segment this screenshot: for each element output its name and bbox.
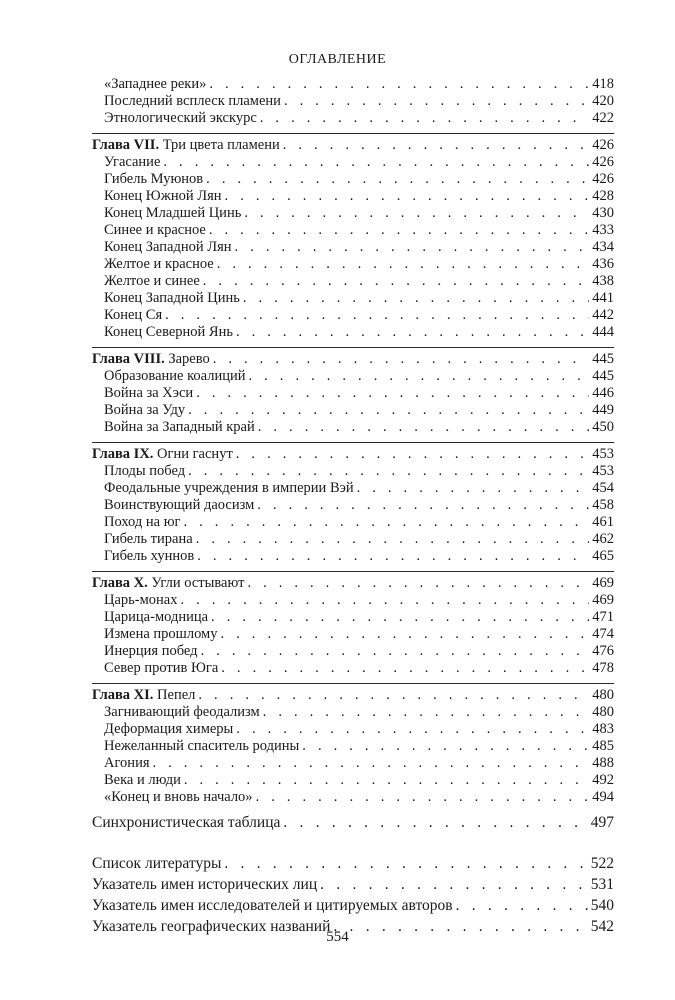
chapter-name: Угли остывают [151, 575, 245, 591]
toc-entry[interactable] [92, 739, 614, 756]
entry-title: Конец Западной Лян [104, 239, 232, 255]
chapter-name: Огни гаснут [157, 446, 233, 462]
section-divider [92, 683, 614, 684]
toc-entry[interactable] [92, 644, 614, 661]
entry-page: 438 [592, 273, 614, 289]
leader-dots [247, 576, 589, 591]
entry-title: Желтое и красное [104, 256, 214, 272]
entry-title: Агония [104, 755, 150, 771]
entry-title: Инерция побед [104, 643, 198, 659]
entry-title: Гибель хуннов [104, 548, 195, 564]
toc-entry[interactable] [92, 240, 614, 257]
toc-entry[interactable] [92, 532, 614, 549]
entry-page: 450 [592, 419, 614, 435]
chapter-label: Глава IX. [92, 446, 154, 462]
entry-page: 436 [592, 256, 614, 272]
toc-entry[interactable] [92, 94, 614, 111]
leader-dots [213, 352, 589, 367]
entry-title: Указатель имен исследователей и цитируемых авторов [92, 897, 453, 914]
running-header: ОГЛАВЛЕНИЕ [288, 52, 387, 67]
leader-dots [236, 447, 589, 462]
entry-page: 462 [592, 531, 614, 547]
leader-dots [184, 773, 589, 788]
leader-dots [320, 877, 588, 893]
leader-dots [456, 898, 588, 914]
entry-title: Загнивающий феодализм [104, 704, 260, 720]
entry-title: Война за Западный край [104, 419, 255, 435]
chapter-heading[interactable] [92, 576, 614, 593]
entry-title: Царица-модница [104, 609, 209, 625]
entry-title: «Западнее реки» [104, 76, 207, 92]
chapter-name: Пепел [157, 687, 196, 703]
entry-title: Война за Уду [104, 402, 186, 418]
leader-dots [283, 138, 589, 153]
entry-page: 476 [592, 643, 614, 659]
chapter-label: Глава X. [92, 575, 148, 591]
chapter-page: 426 [592, 137, 614, 153]
leader-dots [209, 77, 589, 92]
entry-title: Конец Западной Цинь [104, 290, 240, 306]
chapter-heading[interactable] [92, 447, 614, 464]
leader-dots [206, 172, 589, 187]
entry-page: 428 [592, 188, 614, 204]
toc-entry[interactable] [92, 610, 614, 627]
leader-dots [283, 815, 587, 831]
leader-dots [197, 549, 589, 564]
entry-page: 446 [592, 385, 614, 401]
leader-dots [263, 705, 589, 720]
leader-dots [196, 386, 589, 401]
leader-dots [284, 94, 589, 109]
chapter-label: Глава VIII. [92, 351, 165, 367]
entry-page: 445 [592, 368, 614, 384]
toc-entry[interactable] [92, 206, 614, 223]
leader-dots [224, 856, 587, 872]
leader-dots [196, 532, 589, 547]
entry-page: 492 [592, 772, 614, 788]
entry-title: Угасание [104, 154, 161, 170]
toc-entry[interactable] [92, 420, 614, 437]
chapter-label: Глава VII. [92, 137, 160, 153]
toc-entry[interactable] [92, 172, 614, 189]
leader-dots [236, 325, 589, 340]
toc-entry-synchronistic-table[interactable] [92, 815, 614, 836]
entry-title: Нежеланный спаситель родины [104, 738, 300, 754]
leader-dots [357, 481, 589, 496]
section-divider [92, 347, 614, 348]
toc-entry-index-researchers[interactable] [92, 898, 614, 919]
entry-page: 458 [592, 497, 614, 513]
entry-title: Измена прошлому [104, 626, 218, 642]
toc-entry[interactable] [92, 369, 614, 386]
leader-dots [165, 308, 589, 323]
chapter-page: 480 [592, 687, 614, 703]
chapter-name: Зарево [168, 351, 210, 367]
entry-title: Конец Младшей Цинь [104, 205, 242, 221]
toc-entry[interactable] [92, 722, 614, 739]
entry-page: 449 [592, 402, 614, 418]
leader-dots [236, 722, 589, 737]
entry-title: Воинствующий даосизм [104, 497, 255, 513]
leader-dots [257, 498, 589, 513]
entry-title: Этнологический экскурс [104, 110, 257, 126]
chapter-page: 469 [592, 575, 614, 591]
entry-title: Гибель тирана [104, 531, 193, 547]
table-of-contents [92, 77, 614, 940]
leader-dots [258, 420, 589, 435]
toc-entry[interactable] [92, 291, 614, 308]
entry-page: 426 [592, 154, 614, 170]
entry-title: Последний всплеск пламени [104, 93, 281, 109]
section-divider [92, 133, 614, 134]
entry-page: 420 [592, 93, 614, 109]
leader-dots [244, 206, 589, 221]
leader-dots [201, 644, 589, 659]
entry-title: Поход на юг [104, 514, 181, 530]
entry-title: Список литературы [92, 855, 222, 872]
toc-entry[interactable] [92, 756, 614, 773]
entry-page: 497 [590, 814, 614, 831]
entry-page: 444 [592, 324, 614, 340]
leader-dots [184, 515, 590, 530]
leader-dots [249, 369, 590, 384]
entry-page: 485 [592, 738, 614, 754]
entry-title: Царь-монах [104, 592, 178, 608]
toc-entry[interactable] [92, 661, 614, 678]
toc-entry[interactable] [92, 773, 614, 790]
chapter-heading[interactable] [92, 352, 614, 369]
entry-page: 469 [592, 592, 614, 608]
entry-title: Указатель географических названий [92, 918, 331, 935]
entry-title: Конец Южной Лян [104, 188, 222, 204]
leader-dots [243, 291, 589, 306]
leader-dots [260, 111, 589, 126]
entry-page: 442 [592, 307, 614, 323]
entry-page: 453 [592, 463, 614, 479]
toc-entry[interactable] [92, 481, 614, 498]
entry-title: Север против Юга [104, 660, 219, 676]
entry-title: Плоды побед [104, 463, 186, 479]
toc-entry[interactable] [92, 189, 614, 206]
chapter-page: 453 [592, 446, 614, 462]
entry-page: 426 [592, 171, 614, 187]
chapter-heading[interactable] [92, 138, 614, 155]
entry-page: 542 [590, 918, 614, 935]
entry-title: Синхронистическая таблица [92, 814, 281, 831]
entry-page: 488 [592, 755, 614, 771]
chapter-title [92, 688, 195, 703]
toc-entry[interactable] [92, 593, 614, 610]
chapter-title [92, 138, 280, 153]
entry-page: 474 [592, 626, 614, 642]
spacer [92, 836, 614, 856]
toc-entry[interactable] [92, 403, 614, 420]
leader-dots [163, 155, 589, 170]
toc-entry[interactable] [92, 325, 614, 342]
chapter-title [92, 447, 233, 462]
toc-entry[interactable] [92, 308, 614, 325]
toc-entry[interactable] [92, 515, 614, 532]
entry-title: Конец Северной Янь [104, 324, 233, 340]
toc-entry[interactable] [92, 155, 614, 172]
leader-dots [217, 257, 589, 272]
toc-entry[interactable] [92, 627, 614, 644]
entry-page: 461 [592, 514, 614, 530]
entry-title: «Конец и вновь начало» [104, 789, 253, 805]
leader-dots [221, 627, 590, 642]
entry-page: 418 [592, 76, 614, 92]
leader-dots [209, 223, 589, 238]
entry-page: 480 [592, 704, 614, 720]
entry-page: 494 [592, 789, 614, 805]
toc-entry[interactable] [92, 498, 614, 515]
entry-page: 454 [592, 480, 614, 496]
entry-title: Указатель имен исторических лиц [92, 876, 318, 893]
entry-title: Синее и красное [104, 222, 206, 238]
chapter-heading[interactable] [92, 688, 614, 705]
leader-dots [180, 593, 589, 608]
entry-page: 531 [590, 876, 614, 893]
toc-entry[interactable] [92, 464, 614, 481]
toc-entry[interactable] [92, 111, 614, 128]
chapter-name: Три цвета пламени [162, 137, 280, 153]
toc-entry[interactable] [92, 223, 614, 240]
toc-entry-index-historical-persons[interactable] [92, 877, 614, 898]
entry-page: 540 [590, 897, 614, 914]
toc-entry[interactable] [92, 549, 614, 566]
entry-title: Желтое и синее [104, 273, 200, 289]
chapter-page: 445 [592, 351, 614, 367]
leader-dots [302, 739, 589, 754]
entry-title: Деформация химеры [104, 721, 234, 737]
page-number: 554 [326, 929, 349, 945]
entry-title: Феодальные учреждения в империи Вэй [104, 480, 354, 496]
chapter-title [92, 576, 244, 591]
entry-page: 471 [592, 609, 614, 625]
toc-entry[interactable] [92, 257, 614, 274]
entry-page: 465 [592, 548, 614, 564]
entry-page: 433 [592, 222, 614, 238]
entry-page: 434 [592, 239, 614, 255]
toc-entry[interactable] [92, 386, 614, 403]
toc-entry[interactable] [92, 274, 614, 291]
entry-title: Образование коалиций [104, 368, 246, 384]
entry-page: 430 [592, 205, 614, 221]
leader-dots [221, 661, 589, 676]
leader-dots [256, 790, 589, 805]
entry-title: Конец Ся [104, 307, 163, 323]
leader-dots [198, 688, 589, 703]
entry-page: 422 [592, 110, 614, 126]
toc-entry[interactable] [92, 790, 614, 807]
leader-dots [153, 756, 590, 771]
section-divider [92, 571, 614, 572]
toc-entry[interactable] [92, 77, 614, 94]
entry-page: 522 [590, 855, 614, 872]
entry-page: 441 [592, 290, 614, 306]
entry-title: Гибель Муюнов [104, 171, 204, 187]
entry-page: 483 [592, 721, 614, 737]
entry-page: 478 [592, 660, 614, 676]
chapter-label: Глава XI. [92, 687, 154, 703]
leader-dots [211, 610, 589, 625]
toc-entry[interactable] [92, 705, 614, 722]
entry-title: Века и люди [104, 772, 181, 788]
leader-dots [188, 403, 589, 418]
leader-dots [225, 189, 589, 204]
section-divider [92, 442, 614, 443]
chapter-title [92, 352, 210, 367]
toc-entry-bibliography[interactable] [92, 856, 614, 877]
leader-dots [188, 464, 589, 479]
leader-dots [203, 274, 589, 289]
leader-dots [235, 240, 589, 255]
entry-title: Война за Хэси [104, 385, 194, 401]
